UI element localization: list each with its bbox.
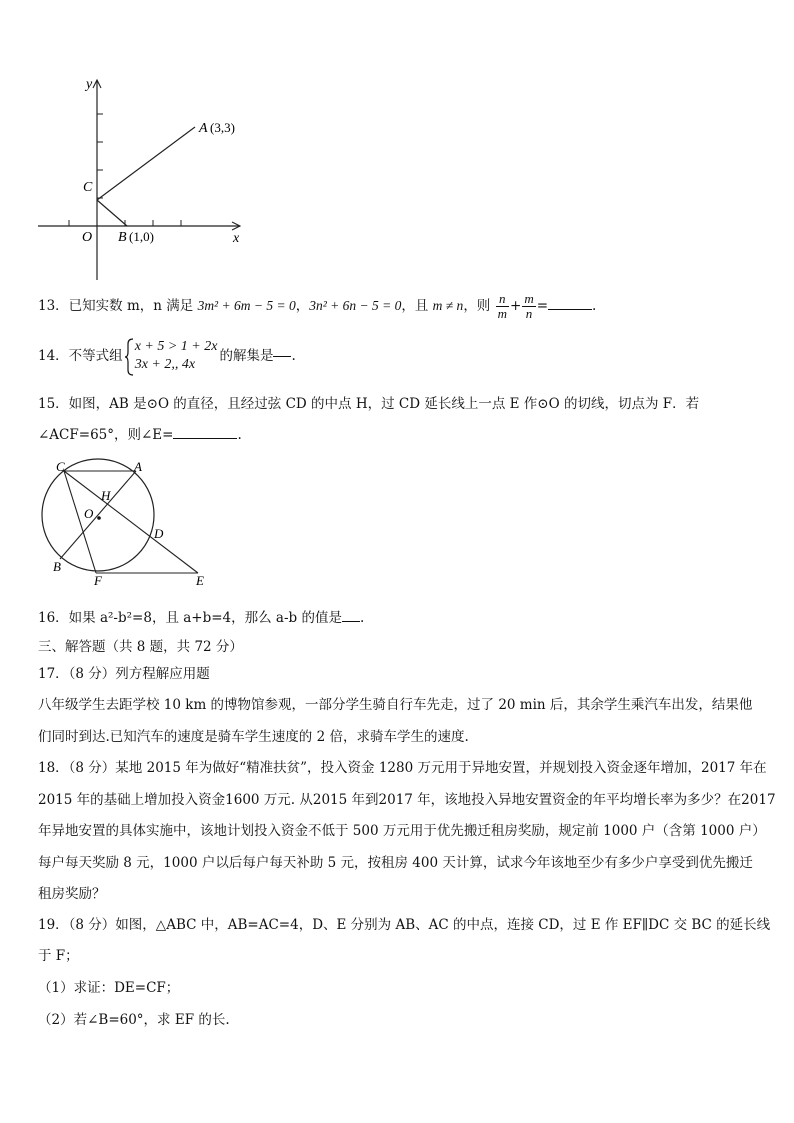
q13-fraction-n-over-m: [496, 292, 509, 321]
question-17-title: 17．（8 分）列方程解应用题: [38, 666, 210, 682]
axis-x-label: x: [233, 231, 240, 246]
question-15-line2: [38, 425, 242, 445]
point-a-coords: (3,3): [210, 120, 235, 135]
question-13: [38, 292, 596, 321]
q16-end: .: [359, 610, 365, 626]
point-b-label: B: [118, 230, 127, 245]
q15-answer-blank[interactable]: [173, 438, 237, 439]
circle-figure: [38, 455, 218, 587]
q13-condition: m ≠ n: [432, 298, 464, 313]
q14-end: .: [291, 348, 296, 364]
q13-prefix: 13．已知实数 m，n 满足: [38, 298, 194, 314]
q13-end: .: [592, 298, 597, 314]
q16-prefix: 16．如果 a²-b²=8，且 a+b=4，那么 a-b 的值是: [38, 610, 342, 626]
q13-equals: =: [536, 298, 549, 314]
segment-ca: [97, 127, 195, 200]
question-16: [38, 608, 364, 628]
point-b-coords: (1,0): [129, 229, 154, 244]
label-e: E: [196, 573, 204, 587]
line-ce: [64, 471, 198, 573]
x-ticks: [69, 220, 181, 226]
q13-f2-num: m: [524, 291, 534, 306]
q13-f1-num: n: [496, 292, 509, 307]
q16-answer-blank[interactable]: [342, 621, 360, 622]
q15-end: .: [237, 427, 242, 443]
q13-f2-den: n: [525, 306, 533, 321]
question-14: [38, 338, 296, 374]
q13-eq1: 3m² + 6m − 5 = 0: [197, 298, 296, 313]
q13-answer-blank[interactable]: [548, 309, 592, 310]
question-18-line4: 每户每天奖励 8 元，1000 户以后每户每天补助 5 元，按租房 400 天计算，试求今年该地至少有多少户享受到优先搬迁: [38, 855, 753, 871]
coordinate-graph: [30, 70, 260, 285]
question-19-part1: （1）求证：DE=CF；: [38, 980, 180, 996]
q14-row2: 3x + 2,, 4x: [134, 357, 196, 372]
section-3-heading: 三、解答题（共 8 题，共 72 分）: [38, 639, 243, 655]
label-b: B: [53, 559, 61, 574]
q15-prefix: ∠ACF=65°，则∠E=: [38, 427, 174, 443]
center-dot: [97, 516, 101, 520]
chord-cf: [64, 471, 96, 573]
q13-plus: +: [510, 298, 522, 314]
label-d: D: [154, 526, 164, 541]
question-15-line1: 15．如图，AB 是⊙O 的直径，且经过弦 CD 的中点 H，过 CD 延长线上一点 E 作⊙O 的切线，切点为 F．若: [38, 396, 700, 412]
y-ticks: [97, 114, 103, 198]
question-19-line2: 于 F；: [38, 948, 79, 964]
question-17-line1: 八年级学生去距学校 10 km 的博物馆参观，一部分学生骑自行车先走，过了 20 min 后，其余学生乘汽车出发，结果他: [38, 697, 753, 713]
segment-cb: [97, 200, 127, 226]
q13-eq2: 3n² + 6n − 5 = 0: [309, 298, 402, 313]
label-c: C: [56, 459, 65, 474]
label-h: H: [101, 488, 111, 503]
question-19-line1: 19．（8 分）如图，△ABC 中，AB=AC=4，D、E 分别为 AB、AC 的中点，连接 CD，过 E 作 EF∥DC 交 BC 的延长线: [38, 917, 771, 933]
q14-inequality-system: [125, 338, 218, 374]
origin-label: O: [82, 230, 93, 245]
axis-y-label: y: [86, 77, 93, 92]
q13-sep1: ，: [295, 298, 310, 314]
label-f: F: [94, 573, 102, 587]
q14-answer-blank[interactable]: [273, 356, 291, 357]
q14-suffix: 的解集是: [219, 348, 274, 364]
diameter-ab: [60, 471, 136, 559]
q13-mid: ，且: [401, 298, 429, 314]
point-c-label: C: [83, 180, 93, 195]
label-o: O: [84, 506, 94, 521]
question-18-line2: 2015 年的基础上增加投入资金1600 万元. 从2015 年到2017 年，该地投入异地安置资金的年平均增长率为多少？在2017: [38, 792, 776, 808]
q13-f1-den: m: [497, 306, 507, 321]
question-17-line2: 们同时到达.已知汽车的速度是骑车学生速度的 2 倍，求骑车学生的速度.: [38, 729, 469, 745]
brace-icon: [125, 338, 135, 376]
question-19-part2: （2）若∠B=60°，求 EF 的长.: [38, 1012, 230, 1028]
question-18-line1: 18．（8 分）某地 2015 年为做好“精准扶贫”，投入资金 1280 万元用于异地安置，并规划投入资金逐年增加，2017 年在: [38, 760, 767, 776]
point-a-label: A: [199, 121, 208, 136]
q13-then: ，则: [463, 298, 491, 314]
question-18-line5: 租房奖励？: [38, 886, 106, 902]
q13-fraction-m-over-n: [522, 292, 535, 321]
q14-prefix: 14．不等式组: [38, 348, 123, 364]
label-a: A: [134, 459, 142, 474]
question-18-line3: 年异地安置的具体实施中，该地计划投入资金不低于 500 万元用于优先搬迁租房奖励，规定前 1000 户（含第 1000 户）: [38, 823, 766, 839]
q14-row1: x + 5 > 1 + 2x: [134, 339, 218, 354]
